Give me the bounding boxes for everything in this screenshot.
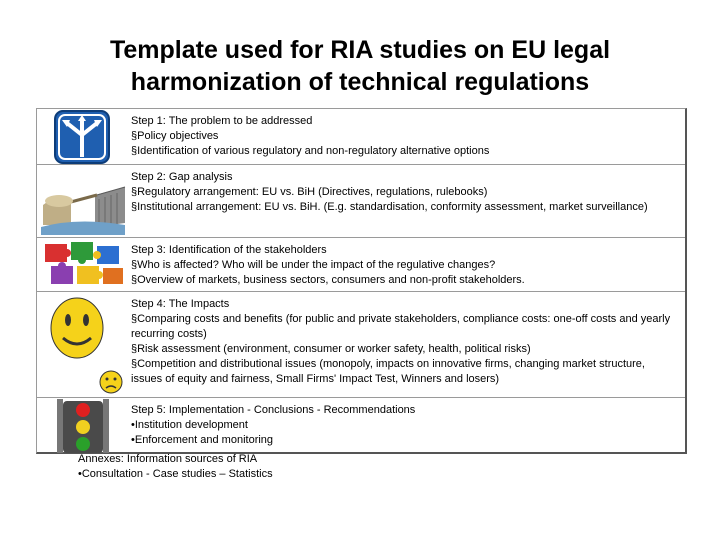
- step-2-heading: Step 2: Gap analysis: [131, 171, 233, 183]
- step-4-row: [37, 292, 685, 398]
- step-4-bullet: §Competition and distributional issues (monopoly, impacts on innovative firms, changing market structure, issues of equity and fairness, Small Firms' Impact Test, Winners and losers): [131, 358, 645, 385]
- step-5-row: [37, 398, 685, 454]
- step-3-row: [37, 238, 685, 292]
- step-1-heading: Step 1: The problem to be addressed: [131, 115, 313, 127]
- step-4-bullet: §Risk assessment (environment, consumer or worker safety, health, political risks): [131, 343, 531, 355]
- step-2-bullet: §Regulatory arrangement: EU vs. BiH (Directives, regulations, rulebooks): [131, 186, 488, 198]
- step-4-heading: Step 4: The Impacts: [131, 298, 230, 310]
- step-4-bullet: §Comparing costs and benefits (for public and private stakeholders, compliance costs: one-off costs and yearly recurring costs): [131, 313, 671, 340]
- step-2-bullet: §Institutional arrangement: EU vs. BiH. (E.g. standardisation, conformity assessment, market surveillance): [131, 201, 648, 213]
- bridge-gap-icon: [37, 165, 129, 237]
- ria-steps-table: [36, 108, 687, 454]
- step-3-bullet: §Who is affected? Who will be under the impact of the regulative changes?: [131, 259, 496, 271]
- step-1-bullet: §Identification of various regulatory and non-regulatory alternative options: [131, 145, 490, 157]
- step-3-bullet: §Overview of markets, business sectors, consumers and non-profit stakeholders.: [131, 274, 525, 286]
- annexes-heading: Annexes: Information sources of RIA: [78, 453, 258, 465]
- step-2-row: [37, 165, 685, 238]
- title-line-2: harmonization of technical regulations: [130, 68, 590, 96]
- road-sign-directions-icon: [37, 109, 129, 164]
- annexes-section: [78, 452, 273, 482]
- title-line-1: Template used for RIA studies on EU legal: [109, 36, 611, 64]
- smiley-faces-icon: [37, 292, 129, 397]
- page-title: [20, 34, 700, 98]
- step-5-text: [131, 403, 679, 448]
- step-1-text: [131, 114, 679, 159]
- step-1-bullet: §Policy objectives: [131, 130, 219, 142]
- step-3-text: [131, 243, 679, 288]
- step-4-text: [131, 297, 679, 387]
- step-5-heading: Step 5: Implementation - Conclusions - Recommendations: [131, 404, 416, 416]
- puzzle-pieces-icon: [37, 238, 129, 291]
- step-5-bullet: •Enforcement and monitoring: [131, 434, 274, 446]
- traffic-light-icon: [37, 398, 129, 454]
- step-1-row: [37, 109, 685, 165]
- step-5-bullet: •Institution development: [131, 419, 248, 431]
- step-2-text: [131, 170, 679, 215]
- step-3-heading: Step 3: Identification of the stakeholders: [131, 244, 327, 256]
- annexes-bullet: •Consultation - Case studies – Statistics: [78, 468, 273, 480]
